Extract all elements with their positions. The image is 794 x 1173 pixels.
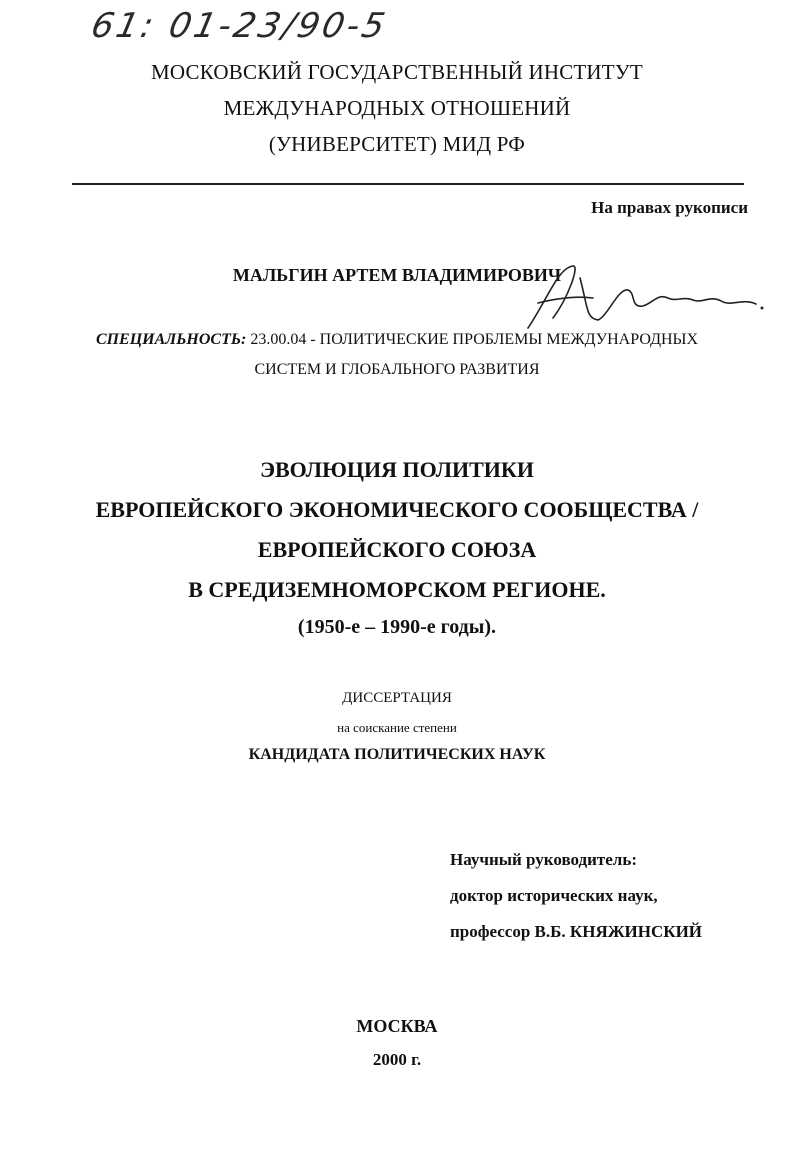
header-divider [72, 183, 744, 185]
title-line-4: В СРЕДИЗЕМНОМОРСКОМ РЕГИОНЕ. [188, 577, 606, 602]
institution-line-1: МОСКОВСКИЙ ГОСУДАРСТВЕННЫЙ ИНСТИТУТ [151, 60, 643, 84]
institution-line-3: (УНИВЕРСИТЕТ) МИД РФ [268, 132, 526, 156]
title-years: (1950-е – 1990-е годы). [297, 616, 497, 638]
city: МОСКВА [356, 1016, 438, 1036]
author-name: МАЛЬГИН АРТЕМ ВЛАДИМИРОВИЧ [232, 265, 562, 285]
institution-name [0, 54, 794, 162]
specialty-label: СПЕЦИАЛЬНОСТЬ: [95, 331, 247, 348]
title-line-1: ЭВОЛЮЦИЯ ПОЛИТИКИ [260, 457, 534, 482]
specialty-line-1: 23.00.04 - ПОЛИТИЧЕСКИЕ ПРОБЛЕМЫ МЕЖДУНАРОДНЫХ [250, 331, 699, 348]
advisor-block [450, 842, 702, 950]
advisor-name: профессор В.Б. КНЯЖИНСКИЙ [450, 922, 703, 941]
dissertation-purpose: на соискание степени [337, 720, 457, 735]
dissertation-title [0, 450, 794, 610]
institution-line-2: МЕЖДУНАРОДНЫХ ОТНОШЕНИЙ [223, 96, 571, 120]
dissertation-type: ДИССЕРТАЦИЯ [342, 690, 452, 706]
title-line-2: ЕВРОПЕЙСКОГО ЭКОНОМИЧЕСКОГО СООБЩЕСТВА / [95, 497, 699, 522]
specialty [0, 325, 794, 385]
dissertation-degree: КАНДИДАТА ПОЛИТИЧЕСКИХ НАУК [248, 746, 546, 763]
year: 2000 г. [372, 1050, 422, 1069]
rights-note: На правах рукописи [591, 198, 748, 217]
advisor-degree: доктор исторических наук, [450, 886, 658, 905]
archive-number: 61: 01-23/90-5 [87, 6, 392, 46]
title-line-3: ЕВРОПЕЙСКОГО СОЮЗА [257, 537, 537, 562]
advisor-label: Научный руководитель: [450, 850, 637, 869]
specialty-line-2: СИСТЕМ И ГЛОБАЛЬНОГО РАЗВИТИЯ [254, 361, 540, 378]
